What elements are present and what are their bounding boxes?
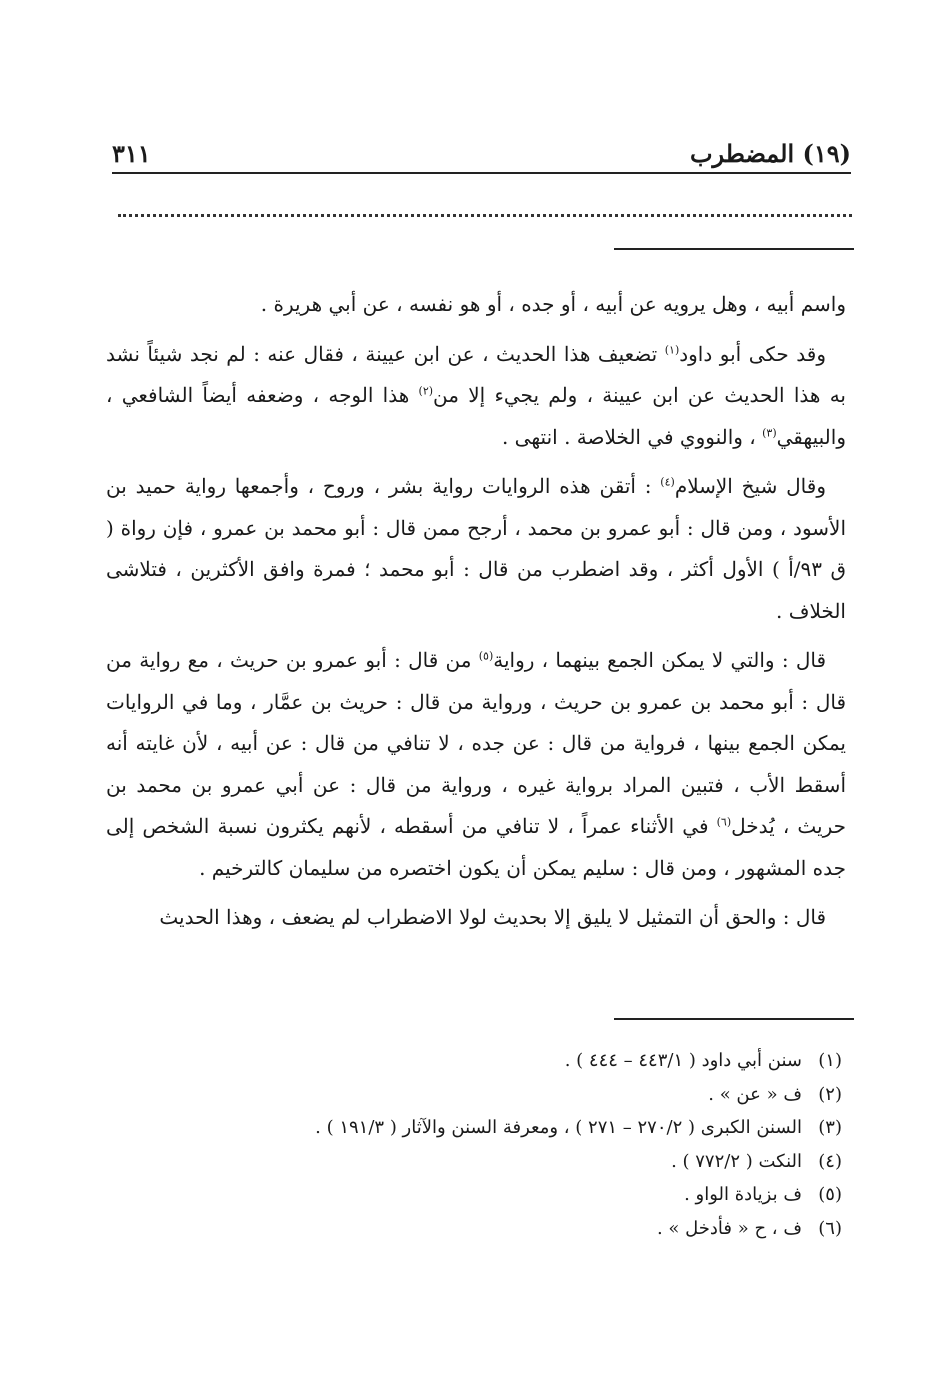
footnote-number: (٢) [818,1083,842,1105]
footnote-ref[interactable]: (٦) [716,815,732,829]
footnote-text: ف « عن » . [708,1083,802,1105]
paragraph-text: من قال : أبو عمرو بن حريث ، مع رواية من قال : أبو محمد بن عمرو بن حريث ، ورواية من قال : حريث بن عمَّار ، وما في الروايات يمكن الجمع بينها ، فرواية من قال : عن جده ، لا تنافي من قال : عن أبيه ، لأن غايته أنه أسقط الأب ، فتبين المراد برواية غيره ، ورواية من قال : عن أبي عمرو بن محمد بن حريث ، يُدخل [106,648,846,838]
paragraph-text: : أتقن هذه الروايات رواية بشر ، وروح ، وأجمعها رواية حميد بن الأسود ، ومن قال : أبو عمرو بن محمد ، أرجح ممن قال : أبو محمد بن عمرو ، فإن رواة ( ق ٩٣/أ ) الأول أكثر ، وقد اضطرب من قال : أبو محمد ؛ فمرة وافق الأكثرين ، فتلاشى الخلاف . [106,474,846,623]
footnote-item [150,1078,842,1112]
dotted-separator [118,214,852,217]
footnote-number: (٥) [818,1184,842,1205]
main-text [106,284,846,947]
footnote-text: سنن أبي داود ( ٤٤٣/١ – ٤٤٤ ) . [564,1050,802,1071]
chapter-title: (١٩) المضطرب [689,139,851,168]
paragraph-text: وقد حكى أبو داود [679,341,826,366]
paragraph-text: وقال شيخ الإسلام [674,474,826,498]
paragraph-1 [106,284,846,326]
paragraph-text: ، والنووي في الخلاصة . انتهى . [501,424,763,449]
footnote-ref[interactable]: (٥) [478,649,494,663]
footnote-number: (٤) [818,1150,842,1172]
footnote-text: ف بزيادة الواو . [684,1184,802,1205]
footnote-ref[interactable]: (٣) [762,425,777,439]
footnote-ref[interactable]: (٤) [660,475,675,489]
paragraph-text: واسم أبيه ، وهل يرويه عن أبيه ، أو جده ، أو هو نفسه ، عن أبي هريرة . [260,292,846,316]
paragraph-text: في الأثناء عمراً ، لا تنافي من أسقطه ، لأنهم يكثرون نسبة الشخص إلى جده المشهور ، ومن قال : سليم يمكن أن يكون اختصره من سليمان كالترخيم . [106,814,846,880]
paragraph-text: قال : والتي لا يمكن الجمع بينهما ، رواية [493,648,827,672]
footnote-ref[interactable]: (١) [664,342,680,356]
paragraph-4 [106,640,846,889]
footnote-item [150,1044,842,1078]
section-rule [614,248,854,250]
footnote-text: ف ، ح « فأدخل » . [656,1217,802,1239]
footnote-rule [614,1018,854,1020]
footnotes [150,1044,842,1245]
footnote-item [150,1178,842,1212]
footnote-ref[interactable]: (٢) [418,384,434,398]
paragraph-2 [106,334,846,459]
footnote-text: السنن الكبرى ( ٢٧٠/٢ – ٢٧١ ) ، ومعرفة السنن والآثار ( ١٩١/٣ ) . [315,1117,802,1138]
page-number: ٣١١ [112,139,151,168]
footnote-item [150,1212,842,1246]
page-header [112,128,851,174]
paragraph-text: قال : والحق أن التمثيل لا يليق إلا بحديث لولا الاضطراب لم يضعف ، وهذا الحديث [159,905,826,929]
paragraph-3 [106,466,846,632]
footnote-text: النكت ( ٧٧٢/٢ ) . [671,1150,802,1172]
footnote-item [150,1111,842,1145]
footnote-number: (٣) [818,1117,842,1138]
paragraph-text: تضعيف هذا الحديث ، عن ابن عيينة ، فقال عنه : لم نجد شيئاً نشد به هذا الحديث عن ابن عيينة ، ولم يجيء إلا من [106,341,846,407]
footnote-number: (١) [818,1050,842,1071]
paragraph-text: هذا الوجه ، وضعفه أيضاً الشافعي ، والبيهقي [106,383,846,449]
footnote-item [150,1145,842,1179]
footnote-number: (٦) [818,1217,842,1239]
paragraph-5 [106,897,846,939]
